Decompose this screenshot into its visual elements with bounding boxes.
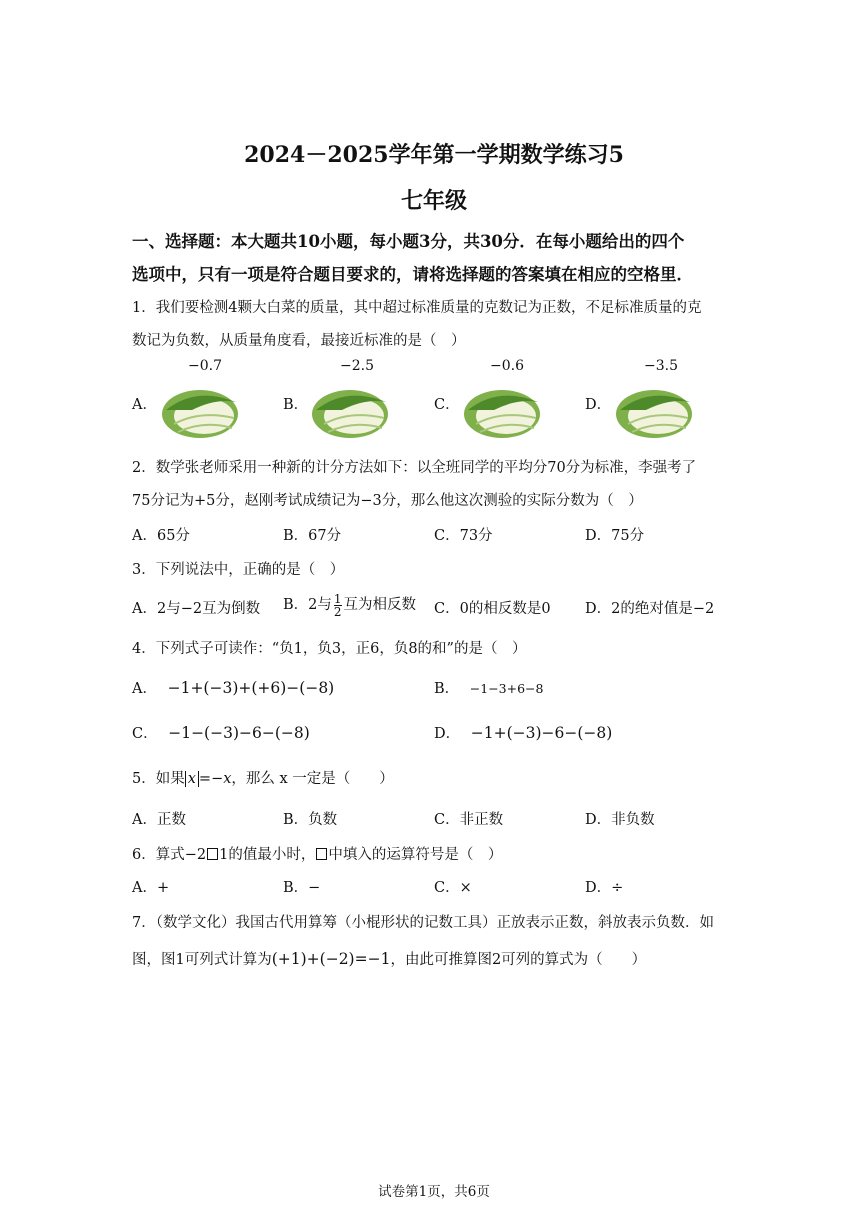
q4-option-b — [434, 677, 543, 698]
q4-option-a-expr: −1+(−3)+(+6)−(−8) — [167, 679, 335, 697]
q6-option-d: D．÷ — [585, 880, 624, 896]
cabbage-icon — [610, 380, 694, 440]
q3-option-a: A．2与−2互为倒数 — [132, 601, 261, 617]
option-letter: C． — [434, 397, 460, 413]
section-heading-line1: 一、选择题：本大题共10小题，每小题3分，共30分．在每小题给出的四个 — [132, 232, 685, 251]
q7-stem-line1: 7．（数学文化）我国古代用算筹（小棍形状的记数工具）正放表示正数，斜放表示负数．如 — [132, 915, 714, 931]
q7-stem-line2-post: ，由此可推算图2可列的算式为（ ） — [390, 952, 647, 968]
cabbage-value: −0.6 — [490, 358, 524, 374]
q2-stem-line2: 75分记为+5分，赵刚考试成绩记为−3分，那么他这次测验的实际分数为（ ） — [132, 493, 643, 509]
q5-stem-post: ，那么 x 一定是（ ） — [231, 771, 394, 787]
q7-stem-line2 — [132, 948, 646, 969]
option-letter: A． — [132, 681, 157, 697]
q6-option-b: B．− — [283, 880, 321, 896]
q4-stem: 4．下列式子可读作：“负1，负3，正6，负8的和”的是（ ） — [132, 641, 527, 657]
cabbage-icon — [156, 380, 240, 440]
q1-stem-line1: 1．我们要检测4颗大白菜的质量，其中超过标准质量的克数记为正数，不足标准质量的克 — [132, 300, 702, 316]
option-letter: B． — [283, 397, 309, 413]
q4-option-d — [434, 722, 612, 743]
q5-stem — [132, 767, 394, 788]
q6-stem-post: 中填入的运算符号是（ ） — [328, 847, 503, 863]
option-letter: D． — [585, 397, 612, 413]
q3-option-d: D．2的绝对值是−2 — [585, 601, 715, 617]
q4-option-c — [132, 722, 310, 743]
q3-option-b — [283, 588, 416, 622]
q3-option-c: C．0的相反数是0 — [434, 601, 551, 617]
q5-option-c: C．非正数 — [434, 812, 504, 828]
option-letter: B． — [434, 681, 460, 697]
q6-stem — [132, 843, 502, 864]
q2-option-a: A．65分 — [132, 528, 190, 544]
cabbage-value: −2.5 — [340, 358, 374, 374]
absolute-value-x: x — [185, 771, 199, 787]
q4-option-d-expr: −1+(−3)−6−(−8) — [470, 724, 613, 742]
section-heading-line2: 选项中，只有一项是符合题目要求的，请将选择题的答案填在相应的空格里． — [132, 265, 693, 284]
blank-box-icon — [316, 848, 327, 860]
q2-option-b: B．67分 — [283, 528, 342, 544]
q4-option-b-expr: −1−3+6−8 — [469, 681, 544, 696]
option-letter: A． — [132, 397, 157, 413]
option-letter: C． — [132, 726, 158, 742]
q4-option-c-expr: −1−(−3)−6−(−8) — [168, 724, 310, 742]
q4-option-a — [132, 677, 334, 698]
cabbage-value: −0.7 — [188, 358, 222, 374]
q6-stem-pre: 6．算式−2 — [132, 847, 207, 863]
q6-option-a: A．+ — [132, 880, 170, 896]
q2-stem-line1: 2．数学张老师采用一种新的计分方法如下：以全班同学的平均分70分为标准，李强考了 — [132, 460, 697, 476]
page-title: 2024－2025学年第一学期数学练习5 — [244, 142, 624, 168]
q1-stem-line2: 数记为负数，从质量角度看，最接近标准的是（ ） — [132, 333, 466, 349]
q5-equation: =−x — [198, 771, 232, 787]
q2-option-c: C．73分 — [434, 528, 493, 544]
q7-expression: (+1)+(−2)=−1 — [271, 950, 391, 968]
fraction-one-half — [334, 593, 342, 618]
cabbage-icon — [458, 380, 542, 440]
grade-title: 七年级 — [400, 188, 467, 214]
fraction-numerator: 1 — [333, 591, 342, 606]
q5-option-d: D．非负数 — [585, 812, 655, 828]
q2-option-d: D．75分 — [585, 528, 645, 544]
q6-option-c: C．× — [434, 880, 472, 896]
q3-option-b-post: 互为相反数 — [343, 597, 417, 613]
fraction-denominator: 2 — [333, 604, 342, 619]
q3-stem: 3．下列说法中，正确的是（ ） — [132, 562, 345, 578]
q5-stem-pre: 5．如果 — [132, 771, 185, 787]
q5-option-a: A．正数 — [132, 812, 186, 828]
option-letter: D． — [434, 726, 461, 742]
q3-option-b-pre: B．2与 — [283, 597, 332, 613]
page-footer: 试卷第1页，共6页 — [378, 1184, 490, 1200]
q6-stem-mid: 1的值最小时， — [219, 847, 316, 863]
q7-stem-line2-pre: 图，图1可列式计算为 — [132, 952, 272, 968]
cabbage-icon — [306, 380, 390, 440]
q5-option-b: B．负数 — [283, 812, 338, 828]
blank-box-icon — [207, 848, 218, 860]
cabbage-value: −3.5 — [644, 358, 678, 374]
